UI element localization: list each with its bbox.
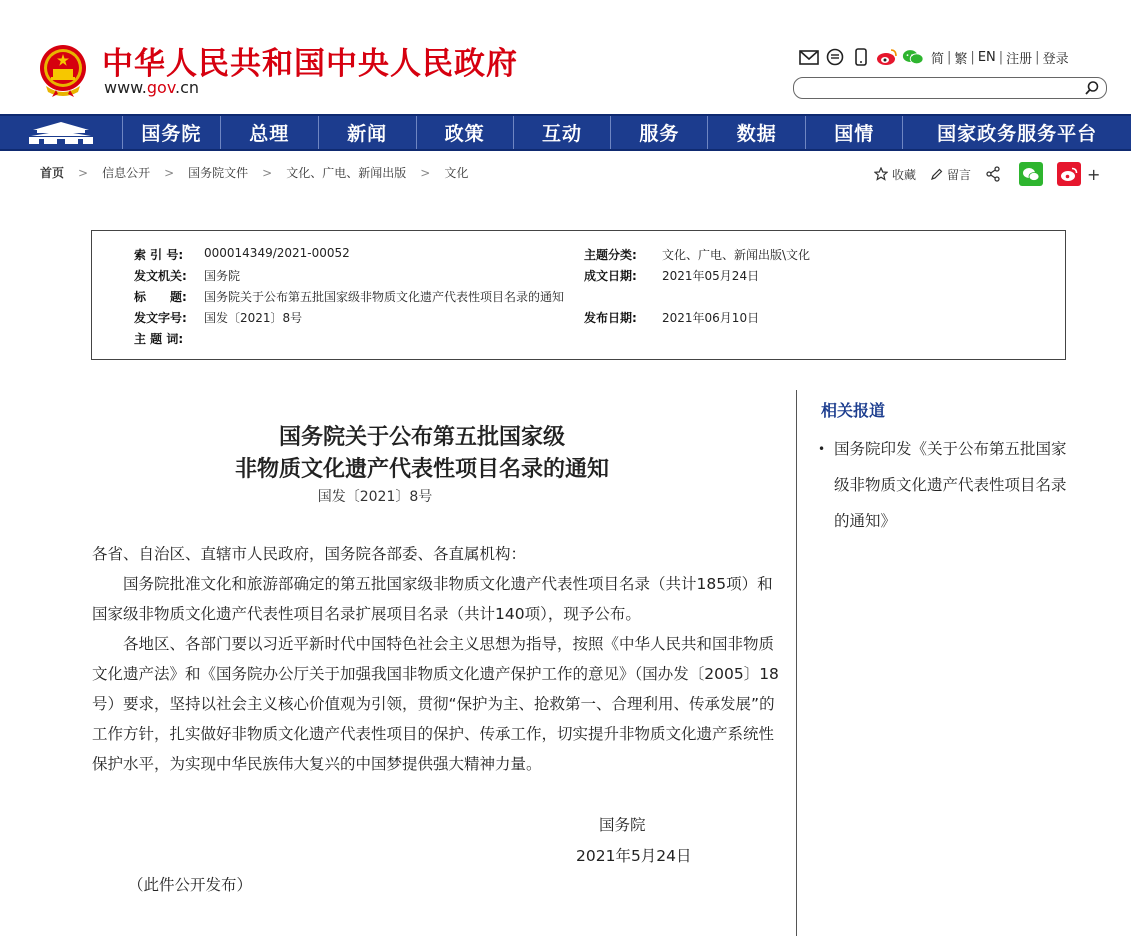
chevron-right-icon: > bbox=[420, 165, 431, 180]
related-report-link[interactable]: 国务院印发《关于公布第五批国家级非物质文化遗产代表性项目名录的通知》 bbox=[834, 440, 1067, 530]
weibo-icon[interactable] bbox=[876, 47, 898, 67]
info-doc-number bbox=[134, 309, 302, 326]
lang-simplified-link[interactable]: 简 bbox=[931, 51, 945, 67]
info-value: 000014349/2021-00052 bbox=[204, 246, 350, 260]
info-topic bbox=[584, 246, 810, 263]
share-wechat-button[interactable] bbox=[1019, 162, 1043, 186]
site-url[interactable] bbox=[104, 78, 199, 97]
site-header bbox=[0, 0, 1131, 112]
document-info-box bbox=[91, 230, 1066, 360]
weibo-icon bbox=[1060, 167, 1078, 182]
breadcrumb bbox=[40, 164, 468, 181]
nav-item-services[interactable]: 服务 bbox=[611, 116, 708, 149]
separator: | bbox=[998, 49, 1004, 65]
nav-item-news[interactable]: 新闻 bbox=[319, 116, 417, 149]
info-label: 成文日期: bbox=[584, 269, 637, 283]
article-title-line-2: 非物质文化遗产代表性项目名录的通知 bbox=[234, 457, 609, 482]
info-value: 国发〔2021〕8号 bbox=[204, 311, 303, 325]
star-icon bbox=[874, 167, 888, 181]
pencil-icon bbox=[930, 168, 943, 181]
tiananmen-home-icon bbox=[27, 120, 95, 146]
info-value: 2021年05月24日 bbox=[662, 269, 760, 283]
mobile-icon[interactable] bbox=[850, 47, 872, 67]
national-emblem-icon[interactable] bbox=[38, 42, 88, 98]
article-title-line-1: 国务院关于公布第五批国家级 bbox=[278, 425, 565, 450]
info-created-date bbox=[584, 267, 759, 284]
separator: | bbox=[947, 49, 952, 65]
article-paragraph-2: 各地区、各部门要以习近平新时代中国特色社会主义思想为指导，按照《中华人民共和国非物质文化遗产法》和《国务院办公厅关于加强我国非物质文化遗产保护工作的意见》（国办发〔2005〕18号）要求，坚持以社会主义核心价值观为引领，贯彻“保护为主、抢救第一、合理利用、传承发展”的工作方针，扎实做好非物质文化遗产代表性项目的保护、传承工作，切实提升非物质文化遗产系统性保护水平，为实现中华民族伟大复兴的中国梦提供强大精神力量。 bbox=[92, 635, 779, 773]
wechat-icon[interactable] bbox=[902, 47, 924, 67]
info-index bbox=[134, 246, 350, 263]
main-nav bbox=[0, 114, 1131, 151]
message-icon[interactable] bbox=[824, 47, 846, 67]
info-label: 发文机关: bbox=[134, 269, 187, 283]
site-title[interactable]: 中华人民共和国中央人民政府 bbox=[102, 46, 518, 82]
info-keywords bbox=[134, 330, 204, 347]
info-issuer bbox=[134, 267, 240, 284]
top-links bbox=[798, 46, 1072, 68]
chevron-right-icon: > bbox=[262, 165, 273, 180]
search-icon[interactable] bbox=[1084, 80, 1100, 96]
info-label: 发布日期: bbox=[584, 311, 637, 325]
share-icon bbox=[985, 166, 1001, 182]
sidebar-divider bbox=[796, 390, 797, 936]
nav-item-data[interactable]: 数据 bbox=[708, 116, 806, 149]
chevron-right-icon: > bbox=[78, 165, 89, 180]
favorite-label: 收藏 bbox=[892, 167, 917, 182]
search-input[interactable] bbox=[804, 79, 1088, 99]
breadcrumb-home[interactable]: 首页 bbox=[40, 166, 65, 180]
mail-icon[interactable] bbox=[798, 47, 820, 67]
article-tools bbox=[874, 162, 1100, 186]
url-prefix: www. bbox=[104, 78, 147, 97]
share-weibo-button[interactable] bbox=[1057, 162, 1081, 186]
breadcrumb-culture-media[interactable]: 文化、广电、新闻出版 bbox=[286, 166, 407, 180]
info-label: 发文字号: bbox=[134, 311, 187, 325]
nav-item-interaction[interactable]: 互动 bbox=[514, 116, 612, 149]
url-suffix: .cn bbox=[175, 78, 200, 97]
lang-english-link[interactable]: EN bbox=[977, 49, 996, 65]
article-paragraph-1: 国务院批准文化和旅游部确定的第五批国家级非物质文化遗产代表性项目名录（共计185项）和国家级非物质文化遗产代表性项目名录扩展项目名录（共计140项），现予公布。 bbox=[92, 575, 773, 623]
info-label: 索 引 号: bbox=[134, 248, 184, 262]
lang-traditional-link[interactable]: 繁 bbox=[954, 51, 968, 67]
separator: | bbox=[970, 49, 975, 65]
url-gov: gov bbox=[146, 78, 176, 97]
info-value: 国务院关于公布第五批国家级非物质文化遗产代表性项目名录的通知 bbox=[204, 290, 565, 304]
favorite-button[interactable] bbox=[874, 166, 916, 183]
chevron-right-icon: > bbox=[164, 165, 175, 180]
related-reports-title: 相关报道 bbox=[821, 401, 886, 420]
nav-item-premier[interactable]: 总理 bbox=[221, 116, 319, 149]
article-signer: 国务院 bbox=[599, 816, 646, 834]
search-box bbox=[793, 77, 1107, 99]
nav-item-policy[interactable]: 政策 bbox=[417, 116, 514, 149]
info-value: 国务院 bbox=[204, 269, 241, 283]
info-label: 标 题: bbox=[134, 290, 187, 304]
breadcrumb-info-public[interactable]: 信息公开 bbox=[102, 166, 151, 180]
nav-item-national-conditions[interactable]: 国情 bbox=[806, 116, 903, 149]
comment-button[interactable] bbox=[930, 166, 971, 183]
comment-label: 留言 bbox=[947, 167, 972, 182]
article-date: 2021年5月24日 bbox=[576, 847, 692, 865]
info-published-date bbox=[584, 309, 759, 326]
wechat-icon bbox=[1022, 167, 1040, 182]
info-label: 主 题 词: bbox=[134, 332, 184, 346]
register-link[interactable]: 注册 bbox=[1006, 51, 1033, 67]
info-value: 2021年06月10日 bbox=[662, 311, 760, 325]
bullet-icon: • bbox=[818, 442, 826, 456]
article-salutation: 各省、自治区、直辖市人民政府，国务院各部委、各直属机构： bbox=[92, 545, 527, 563]
share-more-button[interactable]: + bbox=[1087, 164, 1101, 184]
info-label: 主题分类: bbox=[584, 248, 637, 262]
article-publish-note: （此件公开发布） bbox=[128, 876, 253, 894]
info-value: 文化、广电、新闻出版\文化 bbox=[662, 248, 811, 262]
login-link[interactable]: 登录 bbox=[1042, 51, 1069, 67]
nav-item-service-platform[interactable]: 国家政务服务平台 bbox=[937, 123, 1098, 145]
breadcrumb-culture[interactable]: 文化 bbox=[444, 166, 469, 180]
nav-home[interactable] bbox=[0, 116, 123, 149]
breadcrumb-state-council-docs[interactable]: 国务院文件 bbox=[188, 166, 249, 180]
related-report-item[interactable] bbox=[818, 431, 1068, 539]
article-doc-number: 国发〔2021〕8号 bbox=[317, 489, 433, 505]
info-title bbox=[134, 288, 564, 305]
share-button[interactable] bbox=[985, 166, 1005, 182]
separator: | bbox=[1035, 49, 1040, 65]
nav-item-state-council[interactable]: 国务院 bbox=[123, 116, 221, 149]
